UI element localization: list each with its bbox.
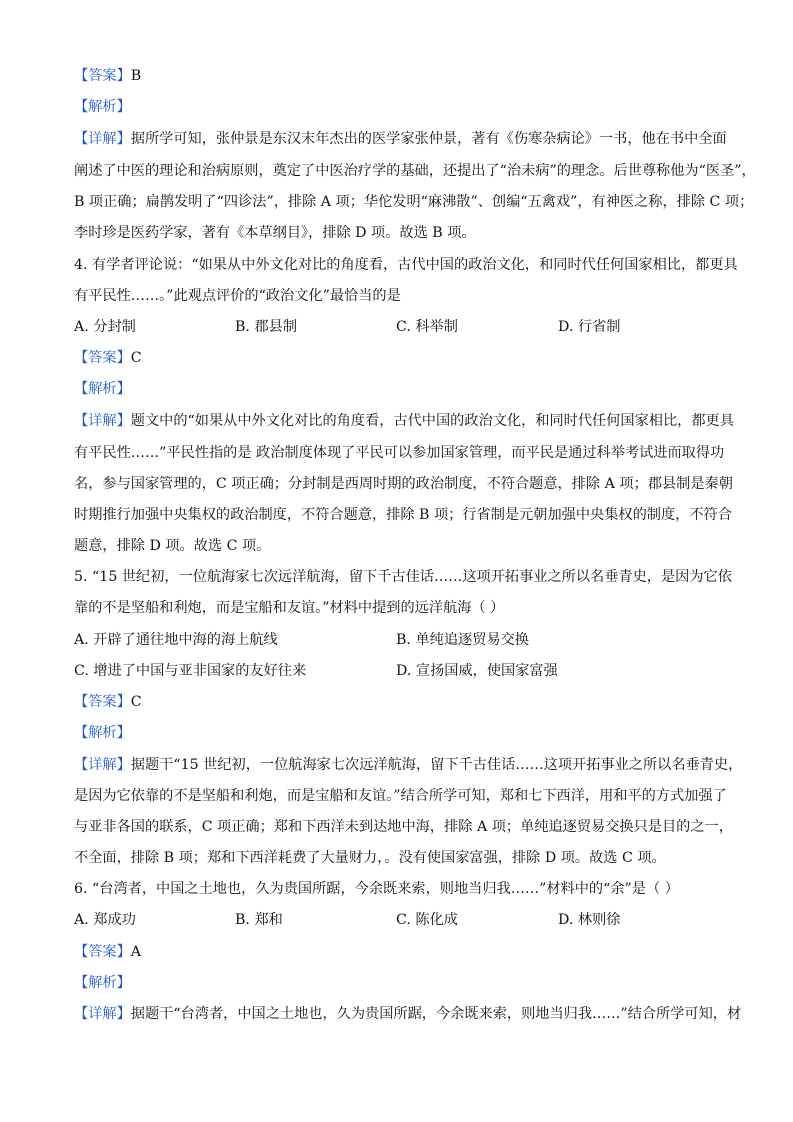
answer-line <box>74 692 142 712</box>
detail-text: 据所学可知，张仲景是东汉末年杰出的医学家张仲景，著有《伤寒杂病论》一书，他在书中全面 <box>130 131 727 147</box>
option-b: B. 郑和 <box>235 912 283 928</box>
detail-tag: 【详解】 <box>74 413 131 429</box>
answer-value: A <box>130 944 142 960</box>
answer-tag: 【答案】 <box>74 350 131 366</box>
option-c: C. 陈化成 <box>396 912 458 928</box>
option-b: B. 郡县制 <box>235 319 298 335</box>
answer-value: C <box>130 694 142 710</box>
analysis-tag: 【解析】 <box>74 99 131 115</box>
answer-line <box>74 66 141 86</box>
option-d: D. 林则徐 <box>558 912 621 928</box>
analysis-tag: 【解析】 <box>74 725 131 741</box>
detail-line: 与亚非各国的联系，C 项正确；郑和下西洋未到达地中海，排除 A 项；单纯追逐贸易交换只是目的之一， <box>74 819 733 835</box>
detail-line: 题意，排除 D 项。故选 C 项。 <box>74 538 271 554</box>
detail-line <box>74 129 727 149</box>
detail-line: 李时珍是医药学家，著有《本草纲目》，排除 D 项。故选 B 项。 <box>74 225 476 241</box>
question-stem: 4. 有学者评论说：“如果从中外文化对比的角度看，古代中国的政治文化，和同时代任何国家相比，都更具 <box>74 257 738 273</box>
detail-line: 时期推行加强中央集权的政治制度，不符合题意，排除 B 项；行省制是元朝加强中央集权的制度，不符合 <box>74 507 732 523</box>
question-stem: 有平民性……。”此观点评价的“政治文化”最恰当的是 <box>74 288 401 304</box>
option-a: A. 开辟了通往地中海的海上航线 <box>74 632 278 648</box>
detail-line: 不全面，排除 B 项；郑和下西洋耗费了大量财力，。没有使国家富强，排除 D 项。故选 C 项。 <box>74 850 666 866</box>
option-d: D. 行省制 <box>558 319 621 335</box>
detail-tag: 【详解】 <box>74 1006 131 1022</box>
option-c: C. 增进了中国与亚非国家的友好往来 <box>74 663 307 679</box>
detail-text: 题文中的“如果从中外文化对比的角度看，古代中国的政治文化，和同时代任何国家相比，都更具 <box>130 413 734 429</box>
detail-line: 是因为它依靠的不是坚船和利炮，而是宝船和友谊。”结合所学可知，郑和七下西洋，用和平的方式加强了 <box>74 788 727 804</box>
answer-value: B <box>130 68 142 84</box>
question-stem: 5. “15 世纪初，一位航海家七次远洋航海，留下千古佳话……这项开拓事业之所以名垂青史，是因为它依 <box>74 569 732 585</box>
option-c: C. 科举制 <box>396 319 458 335</box>
detail-line <box>74 755 743 775</box>
option-d: D. 宣扬国威，使国家富强 <box>396 663 558 679</box>
detail-line: 有平民性……”平民性指的是 政治制度体现了平民可以参加国家管理，而平民是通过科举考试进而取得功 <box>74 445 725 461</box>
option-a: A. 郑成功 <box>74 912 136 928</box>
question-stem: 6. “台湾者，中国之土地也，久为贵国所踞，今余既来索，则地当归我……”材料中的“余”是（ ） <box>74 881 679 897</box>
detail-text: 据题干“15 世纪初，一位航海家七次远洋航海，留下千古佳话……这项开拓事业之所以名垂青史， <box>130 757 743 773</box>
detail-line: 阐述了中医的理论和治病原则，奠定了中医治疗学的基础，还提出了“治未病”的理念。后世尊称他为“医圣”， <box>74 163 756 179</box>
detail-line <box>74 1004 742 1024</box>
answer-tag: 【答案】 <box>74 694 131 710</box>
answer-tag: 【答案】 <box>74 68 131 84</box>
answer-tag: 【答案】 <box>74 944 131 960</box>
option-a: A. 分封制 <box>74 319 136 335</box>
detail-line: 名，参与国家管理的，C 项正确；分封制是西周时期的政治制度，不符合题意，排除 A 项；郡县制是秦朝 <box>74 476 733 492</box>
analysis-tag: 【解析】 <box>74 975 131 991</box>
detail-line <box>74 411 734 431</box>
answer-line <box>74 348 142 368</box>
option-b: B. 单纯追逐贸易交换 <box>396 632 529 648</box>
detail-tag: 【详解】 <box>74 757 131 773</box>
answer-line <box>74 942 141 962</box>
answer-value: C <box>130 350 142 366</box>
detail-text: 据题干“台湾者，中国之土地也，久为贵国所踞，今余既来索，则地当归我……”结合所学可知，材 <box>130 1006 742 1022</box>
detail-tag: 【详解】 <box>74 131 131 147</box>
analysis-tag: 【解析】 <box>74 381 131 397</box>
question-stem: 靠的不是坚船和利炮，而是宝船和友谊。”材料中提到的远洋航海（ ） <box>74 600 505 616</box>
detail-line: B 项正确；扁鹊发明了“四诊法”，排除 A 项；华佗发明“麻沸散”、创编“五禽戏”，有神医之称，排除 C 项； <box>74 194 754 210</box>
